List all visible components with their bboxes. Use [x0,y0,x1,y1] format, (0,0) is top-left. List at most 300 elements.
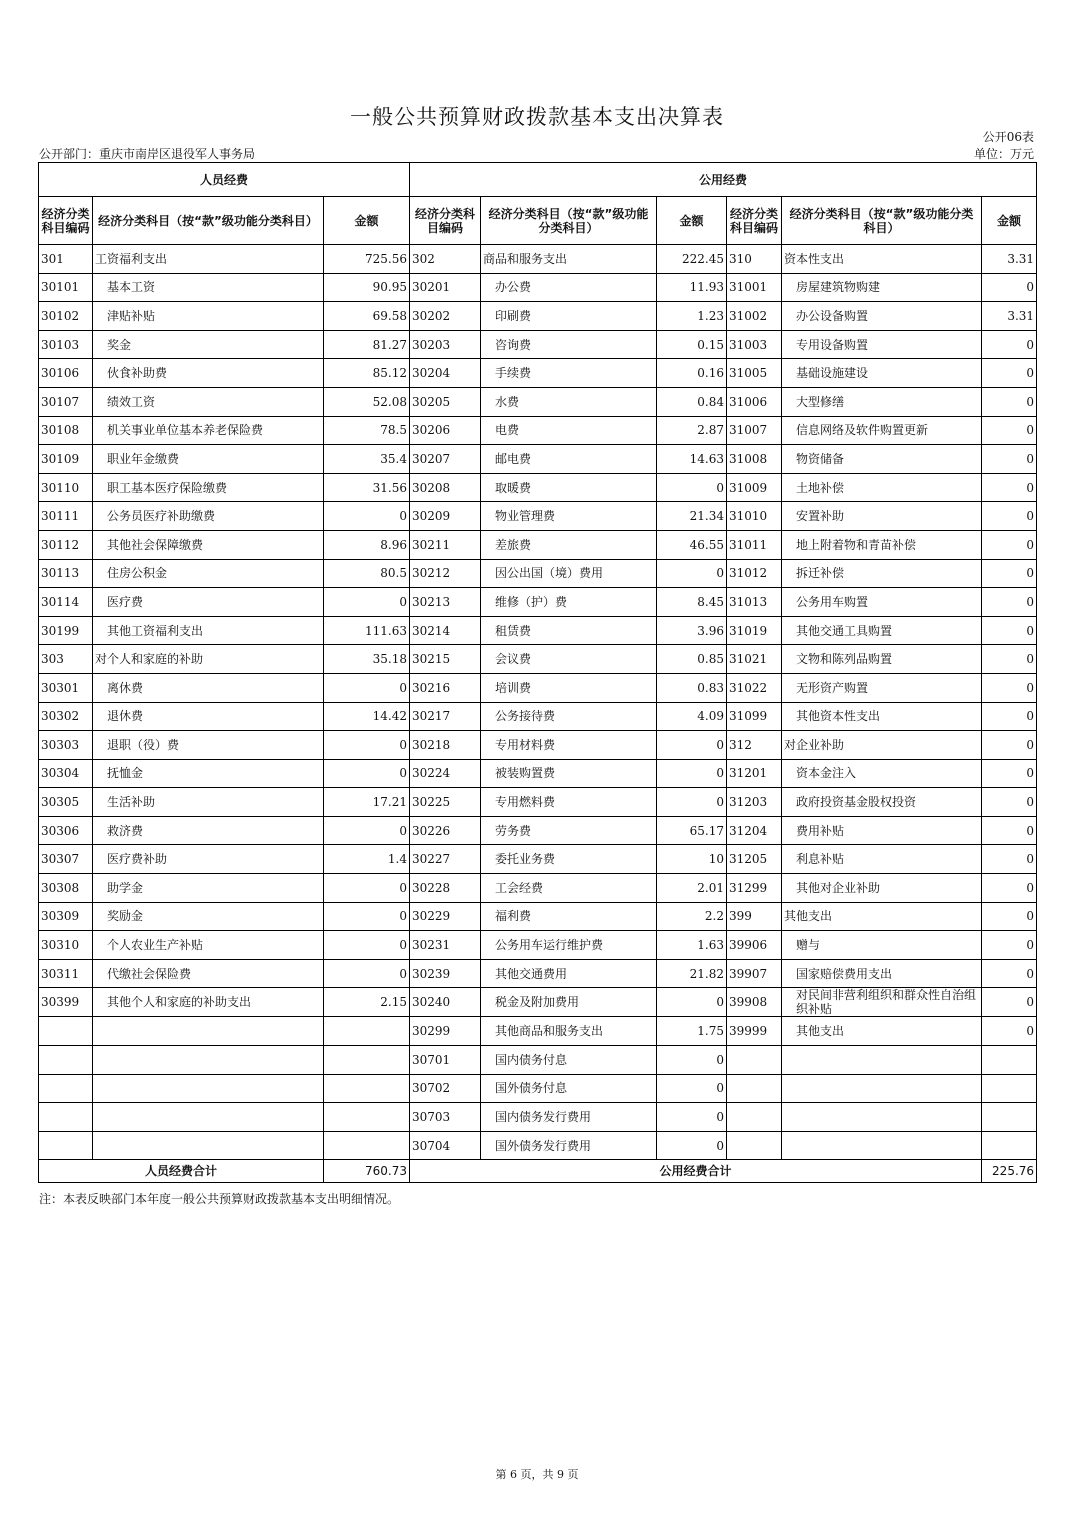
amount-cell: 0 [324,816,410,845]
amount-cell: 0 [657,1131,727,1160]
amount-cell: 31.56 [324,473,410,502]
name-cell: 其他个人和家庭的补助支出 [93,988,324,1017]
table-row [39,1017,1037,1046]
amount-header: 金额 [982,197,1037,245]
amount-cell: 10 [657,845,727,874]
amount-cell: 0 [982,416,1037,445]
code-cell: 31005 [727,359,782,388]
amount-cell: 0 [657,759,727,788]
name-cell: 国家赔偿费用支出 [782,959,982,988]
amount-cell: 0.83 [657,673,727,702]
amount-cell: 222.45 [657,245,727,274]
amount-cell [324,1074,410,1103]
name-cell: 手续费 [481,359,657,388]
name-cell: 抚恤金 [93,759,324,788]
amount-cell: 0 [657,1074,727,1103]
name-cell: 信息网络及软件购置更新 [782,416,982,445]
table-row [39,416,1037,445]
code-cell: 30109 [39,445,93,474]
code-cell: 30399 [39,988,93,1017]
amount-cell: 0 [982,988,1037,1017]
name-cell: 咨询费 [481,330,657,359]
amount-cell: 0 [982,588,1037,617]
amount-cell: 0 [657,731,727,760]
name-cell [93,1103,324,1132]
name-cell: 取暖费 [481,473,657,502]
name-cell: 绩效工资 [93,387,324,416]
code-header: 经济分类科目编码 [39,197,93,245]
amount-cell: 111.63 [324,616,410,645]
amount-cell: 65.17 [657,816,727,845]
code-cell: 30226 [410,816,481,845]
code-cell: 30217 [410,702,481,731]
amount-cell: 0 [982,330,1037,359]
table-row [39,702,1037,731]
name-cell: 房屋建筑物购建 [782,273,982,302]
public-total-value: 225.76 [982,1160,1037,1183]
name-cell: 其他支出 [782,1017,982,1046]
code-cell: 39907 [727,959,782,988]
code-cell: 31204 [727,816,782,845]
code-cell [39,1017,93,1046]
name-cell: 租赁费 [481,616,657,645]
amount-cell: 0 [982,959,1037,988]
amount-cell: 0 [657,1103,727,1132]
amount-cell: 0 [982,845,1037,874]
amount-cell: 3.96 [657,616,727,645]
code-cell: 31010 [727,502,782,531]
name-cell: 专用材料费 [481,731,657,760]
amount-cell: 0.85 [657,645,727,674]
amount-cell: 0 [982,673,1037,702]
amount-cell: 0 [982,502,1037,531]
amount-cell: 0 [982,788,1037,817]
name-cell: 维修（护）费 [481,588,657,617]
name-cell: 大型修缮 [782,387,982,416]
code-cell: 30309 [39,902,93,931]
code-cell: 39906 [727,931,782,960]
name-cell: 国外债务付息 [481,1074,657,1103]
code-cell [727,1046,782,1075]
name-cell: 其他支出 [782,902,982,931]
name-cell: 差旅费 [481,530,657,559]
code-cell: 31021 [727,645,782,674]
code-cell: 31002 [727,302,782,331]
code-cell: 30102 [39,302,93,331]
code-cell: 30199 [39,616,93,645]
table-row [39,759,1037,788]
code-cell: 30215 [410,645,481,674]
code-cell: 30302 [39,702,93,731]
code-cell: 31006 [727,387,782,416]
amount-cell: 46.55 [657,530,727,559]
name-cell: 赠与 [782,931,982,960]
code-cell: 31019 [727,616,782,645]
amount-cell: 0 [324,759,410,788]
amount-cell: 14.63 [657,445,727,474]
name-cell: 地上附着物和青苗补偿 [782,530,982,559]
name-cell: 工会经费 [481,874,657,903]
code-cell: 31013 [727,588,782,617]
table-row [39,902,1037,931]
name-cell: 医疗费补助 [93,845,324,874]
table-row [39,530,1037,559]
table-row [39,273,1037,302]
table-row [39,645,1037,674]
table-note: 注：本表反映部门本年度一般公共预算财政拨款基本支出明细情况。 [39,1192,400,1206]
name-cell: 劳务费 [481,816,657,845]
name-cell: 职工基本医疗保险缴费 [93,473,324,502]
name-cell: 机关事业单位基本养老保险费 [93,416,324,445]
code-cell: 30240 [410,988,481,1017]
name-cell: 退休费 [93,702,324,731]
table-row [39,502,1037,531]
name-cell: 基础设施建设 [782,359,982,388]
department-label: 公开部门：重庆市南岸区退役军人事务局 [39,147,256,161]
amount-cell: 2.15 [324,988,410,1017]
name-cell [93,1074,324,1103]
name-cell: 津贴补贴 [93,302,324,331]
amount-cell: 0 [982,359,1037,388]
name-cell: 政府投资基金股权投资 [782,788,982,817]
name-cell: 个人农业生产补贴 [93,931,324,960]
code-cell: 30301 [39,673,93,702]
table-row [39,845,1037,874]
amount-cell: 0 [324,874,410,903]
name-cell: 利息补贴 [782,845,982,874]
amount-cell: 78.5 [324,416,410,445]
name-cell: 职业年金缴费 [93,445,324,474]
amount-cell: 52.08 [324,387,410,416]
code-cell: 31299 [727,874,782,903]
code-cell: 30211 [410,530,481,559]
amount-cell [324,1017,410,1046]
amount-cell: 11.93 [657,273,727,302]
amount-cell: 35.18 [324,645,410,674]
code-cell: 30704 [410,1131,481,1160]
code-cell: 303 [39,645,93,674]
table-row [39,559,1037,588]
amount-cell: 0 [982,473,1037,502]
code-cell: 30101 [39,273,93,302]
amount-cell: 0 [324,502,410,531]
unit-label: 单位：万元 [973,147,1034,161]
name-cell: 其他交通费用 [481,959,657,988]
name-cell: 公务接待费 [481,702,657,731]
amount-cell: 0 [657,988,727,1017]
code-cell: 30207 [410,445,481,474]
code-cell [727,1131,782,1160]
name-cell: 印刷费 [481,302,657,331]
code-cell: 30308 [39,874,93,903]
amount-cell: 1.63 [657,931,727,960]
amount-cell: 2.87 [657,416,727,445]
amount-cell: 0 [657,473,727,502]
code-cell: 30201 [410,273,481,302]
name-cell: 公务员医疗补助缴费 [93,502,324,531]
code-cell: 30209 [410,502,481,531]
form-code: 公开06表 [982,130,1034,144]
amount-cell: 0 [982,902,1037,931]
amount-cell: 8.45 [657,588,727,617]
name-cell: 商品和服务支出 [481,245,657,274]
code-cell: 30214 [410,616,481,645]
amount-cell: 3.31 [982,302,1037,331]
amount-cell: 0.84 [657,387,727,416]
code-cell: 39908 [727,988,782,1017]
amount-cell: 0 [982,816,1037,845]
table-row [39,1131,1037,1160]
name-cell: 专用燃料费 [481,788,657,817]
code-cell: 30304 [39,759,93,788]
personnel-group-header: 人员经费 [39,163,410,197]
amount-cell: 0 [324,959,410,988]
amount-cell: 0 [982,530,1037,559]
code-cell: 30205 [410,387,481,416]
code-cell: 30202 [410,302,481,331]
code-cell: 31012 [727,559,782,588]
amount-cell: 0 [982,931,1037,960]
amount-cell [982,1046,1037,1075]
name-cell: 无形资产购置 [782,673,982,702]
table-row [39,874,1037,903]
code-cell: 30306 [39,816,93,845]
code-cell [727,1103,782,1132]
amount-cell: 0 [982,445,1037,474]
table-row [39,245,1037,274]
name-cell: 物资储备 [782,445,982,474]
name-cell [782,1046,982,1075]
amount-cell: 0 [657,1046,727,1075]
name-cell: 税金及附加费用 [481,988,657,1017]
code-cell: 30204 [410,359,481,388]
amount-cell: 69.58 [324,302,410,331]
name-cell: 其他社会保障缴费 [93,530,324,559]
code-cell: 30203 [410,330,481,359]
amount-cell [324,1046,410,1075]
name-cell: 邮电费 [481,445,657,474]
amount-cell: 8.96 [324,530,410,559]
table-row [39,473,1037,502]
code-cell: 31009 [727,473,782,502]
table-row [39,731,1037,760]
code-cell: 30702 [410,1074,481,1103]
code-cell: 30231 [410,931,481,960]
name-cell: 代缴社会保险费 [93,959,324,988]
code-cell: 30110 [39,473,93,502]
amount-cell: 0 [982,559,1037,588]
name-cell: 助学金 [93,874,324,903]
name-cell [93,1017,324,1046]
amount-cell: 3.31 [982,245,1037,274]
page-title: 一般公共预算财政拨款基本支出决算表 [350,105,724,129]
table-body [39,245,1037,1160]
code-cell: 30224 [410,759,481,788]
code-cell: 31201 [727,759,782,788]
code-cell: 30108 [39,416,93,445]
table-row [39,959,1037,988]
table-row [39,931,1037,960]
amount-cell: 0 [982,645,1037,674]
amount-header: 金额 [324,197,410,245]
code-cell [39,1131,93,1160]
amount-cell: 14.42 [324,702,410,731]
code-cell: 30228 [410,874,481,903]
code-header: 经济分类科目编码 [727,197,782,245]
page-footer: 第 6 页，共 9 页 [495,1468,579,1481]
code-cell [39,1103,93,1132]
table-row [39,445,1037,474]
code-cell: 30703 [410,1103,481,1132]
code-cell [39,1046,93,1075]
code-cell: 312 [727,731,782,760]
code-cell: 30216 [410,673,481,702]
table-row [39,816,1037,845]
code-cell: 31011 [727,530,782,559]
amount-cell: 1.4 [324,845,410,874]
name-cell: 住房公积金 [93,559,324,588]
amount-cell: 90.95 [324,273,410,302]
code-cell: 30213 [410,588,481,617]
code-cell: 31099 [727,702,782,731]
code-header: 经济分类科目编码 [410,197,481,245]
code-cell: 30701 [410,1046,481,1075]
table-row [39,988,1037,1017]
amount-cell [982,1074,1037,1103]
amount-cell: 0 [324,931,410,960]
code-cell: 30208 [410,473,481,502]
code-cell: 30303 [39,731,93,760]
name-cell: 会议费 [481,645,657,674]
table-row [39,359,1037,388]
name-cell: 基本工资 [93,273,324,302]
amount-cell: 1.75 [657,1017,727,1046]
name-cell: 生活补助 [93,788,324,817]
amount-cell: 0 [324,731,410,760]
amount-cell: 1.23 [657,302,727,331]
code-cell: 30227 [410,845,481,874]
name-cell: 公务用车购置 [782,588,982,617]
name-cell: 对企业补助 [782,731,982,760]
name-cell: 国外债务发行费用 [481,1131,657,1160]
code-cell: 30113 [39,559,93,588]
table-row [39,302,1037,331]
amount-cell [982,1103,1037,1132]
public-total-label: 公用经费合计 [410,1160,982,1183]
amount-cell: 725.56 [324,245,410,274]
name-cell: 培训费 [481,673,657,702]
amount-cell: 0 [982,759,1037,788]
amount-cell: 0 [982,874,1037,903]
personnel-total-label: 人员经费合计 [39,1160,324,1183]
name-cell: 土地补偿 [782,473,982,502]
name-cell: 公务用车运行维护费 [481,931,657,960]
personnel-total-value: 760.73 [324,1160,410,1183]
code-cell: 30225 [410,788,481,817]
table-row [39,673,1037,702]
amount-cell: 35.4 [324,445,410,474]
amount-cell: 80.5 [324,559,410,588]
name-cell: 离休费 [93,673,324,702]
code-cell: 30307 [39,845,93,874]
code-cell: 30107 [39,387,93,416]
name-cell: 资本性支出 [782,245,982,274]
name-cell: 福利费 [481,902,657,931]
name-cell: 电费 [481,416,657,445]
name-cell: 奖励金 [93,902,324,931]
name-cell: 被装购置费 [481,759,657,788]
name-cell: 其他工资福利支出 [93,616,324,645]
code-cell: 31203 [727,788,782,817]
name-cell: 专用设备购置 [782,330,982,359]
amount-cell: 2.2 [657,902,727,931]
name-header: 经济分类科目（按“款”级功能分类科目） [782,197,982,245]
name-cell: 其他资本性支出 [782,702,982,731]
amount-cell: 17.21 [324,788,410,817]
amount-cell: 81.27 [324,330,410,359]
name-cell: 对个人和家庭的补助 [93,645,324,674]
amount-cell: 21.34 [657,502,727,531]
name-cell: 办公费 [481,273,657,302]
name-cell [782,1074,982,1103]
amount-cell: 0 [324,902,410,931]
name-cell: 安置补助 [782,502,982,531]
amount-cell: 0 [982,731,1037,760]
table-row [39,387,1037,416]
totals-row [39,1160,1037,1183]
name-cell: 奖金 [93,330,324,359]
code-cell: 30103 [39,330,93,359]
name-cell: 伙食补助费 [93,359,324,388]
amount-header: 金额 [657,197,727,245]
amount-cell: 0 [657,559,727,588]
code-cell [727,1074,782,1103]
code-cell [39,1074,93,1103]
code-cell: 30114 [39,588,93,617]
code-cell: 31205 [727,845,782,874]
code-cell: 30111 [39,502,93,531]
name-header: 经济分类科目（按“款”级功能分类科目） [481,197,657,245]
amount-cell: 4.09 [657,702,727,731]
amount-cell: 0 [324,588,410,617]
amount-cell: 85.12 [324,359,410,388]
name-cell: 文物和陈列品购置 [782,645,982,674]
name-cell [93,1046,324,1075]
code-cell: 39999 [727,1017,782,1046]
name-cell: 救济费 [93,816,324,845]
table-row [39,588,1037,617]
name-cell: 国内债务发行费用 [481,1103,657,1132]
name-cell: 医疗费 [93,588,324,617]
code-cell: 30112 [39,530,93,559]
amount-cell: 0 [982,273,1037,302]
code-cell: 399 [727,902,782,931]
code-cell: 31003 [727,330,782,359]
table-row [39,788,1037,817]
expenditure-table [38,162,1037,1183]
amount-cell: 0 [982,1017,1037,1046]
table-row [39,616,1037,645]
name-cell: 其他对企业补助 [782,874,982,903]
name-cell: 办公设备购置 [782,302,982,331]
name-cell [782,1103,982,1132]
name-cell: 物业管理费 [481,502,657,531]
code-cell: 30206 [410,416,481,445]
name-cell: 工资福利支出 [93,245,324,274]
code-cell: 30310 [39,931,93,960]
name-cell [782,1131,982,1160]
code-cell: 30299 [410,1017,481,1046]
